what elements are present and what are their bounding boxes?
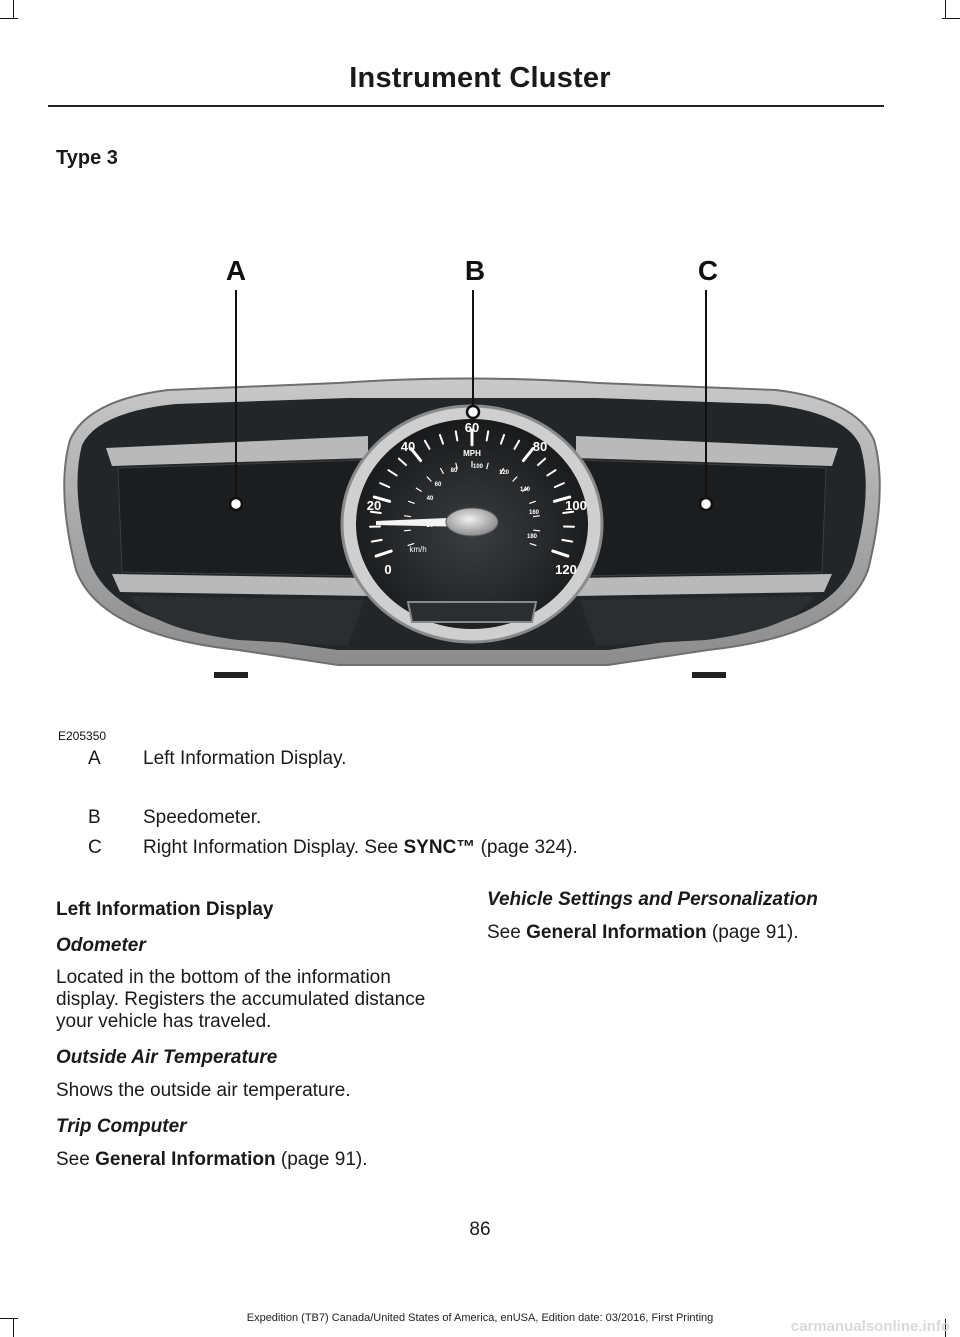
instrument-cluster-figure	[48, 240, 896, 750]
crop-mark	[942, 18, 960, 19]
page-ref: (page 91).	[706, 922, 799, 943]
legend-text: Speedometer.	[143, 807, 262, 828]
page-header-title: Instrument Cluster	[349, 62, 611, 94]
vehicle-settings-text	[487, 922, 887, 944]
kmh-tick-label: 100	[472, 464, 484, 470]
lower-right-pod	[580, 596, 814, 646]
header-rule	[48, 105, 884, 107]
lower-left-pod	[130, 596, 364, 646]
kmh-tick-label: 40	[426, 496, 434, 502]
vehicle-settings-heading: Vehicle Settings and Personalization	[487, 889, 818, 910]
kmh-tick-label: 80	[450, 468, 458, 474]
needle-hub	[446, 508, 498, 536]
kmh-tick	[404, 530, 410, 531]
mph-tick-label: 20	[366, 498, 382, 513]
kmh-tick-label: 140	[519, 487, 531, 493]
figure-code: E205350	[58, 729, 107, 743]
trip-computer-heading: Trip Computer	[56, 1116, 187, 1137]
odometer-text: Located in the bottom of the information display. Registers the accumulated distance your vehicle has traveled.	[56, 967, 426, 1032]
crop-mark	[0, 18, 18, 19]
kmh-tick-label: 160	[528, 510, 540, 516]
page-number: 86	[469, 1219, 491, 1240]
oat-heading: Outside Air Temperature	[56, 1047, 278, 1068]
cluster-illustration	[48, 240, 896, 750]
callout-label-c: C	[697, 255, 719, 286]
mount-tab	[692, 672, 726, 678]
edition-footer: Expedition (TB7) Canada/United States of America, enUSA, Edition date: 03/2016, First Printing	[246, 1312, 714, 1324]
sync-reference[interactable]: SYNC™	[403, 837, 476, 858]
legend-text	[143, 837, 578, 859]
mph-tick-label: 40	[400, 439, 416, 454]
general-information-reference[interactable]: General Information	[526, 922, 707, 943]
kmh-tick	[534, 530, 540, 531]
mph-tick-label: 0	[384, 562, 392, 577]
general-information-reference[interactable]: General Information	[95, 1149, 276, 1170]
kmh-tick-label: 120	[498, 470, 510, 476]
left-information-display	[118, 460, 366, 576]
right-information-display	[578, 460, 826, 576]
callout-dot-c	[700, 498, 712, 510]
callout-dot-a	[230, 498, 242, 510]
see-text: See	[487, 922, 527, 943]
legend-page-ref: (page 324).	[475, 837, 578, 858]
mph-tick-label: 80	[532, 439, 548, 454]
see-text: See	[56, 1149, 96, 1170]
mph-unit: MPH	[463, 449, 481, 458]
legend-key: B	[88, 807, 101, 828]
crop-mark	[13, 0, 14, 18]
legend-key: C	[88, 837, 102, 858]
legend-text: Left Information Display.	[143, 748, 347, 769]
page-ref: (page 91).	[275, 1149, 368, 1170]
legend-key: A	[88, 748, 101, 769]
kmh-unit: km/h	[409, 545, 427, 554]
kmh-tick	[405, 516, 411, 517]
right-column	[487, 889, 887, 944]
mph-tick-label: 60	[464, 420, 480, 435]
oat-text: Shows the outside air temperature.	[56, 1080, 351, 1101]
callout-dot-b	[467, 406, 479, 418]
trip-computer-text	[56, 1149, 456, 1171]
crop-mark	[945, 0, 946, 18]
center-lower-window	[408, 602, 536, 622]
section-heading: Left Information Display	[56, 899, 274, 920]
mount-tab	[214, 672, 248, 678]
type-label: Type 3	[56, 147, 118, 169]
kmh-tick-label: 60	[434, 482, 442, 488]
mph-tick-label: 120	[555, 562, 577, 577]
mph-tick-label: 100	[565, 498, 587, 513]
watermark: carmanualsonline.info	[790, 1318, 950, 1335]
legend-text-main: Right Information Display. See	[143, 837, 404, 858]
callout-label-b: B	[464, 255, 486, 286]
callout-label-a: A	[225, 255, 247, 286]
odometer-heading: Odometer	[56, 935, 146, 956]
left-column	[56, 899, 456, 1171]
kmh-tick-label: 180	[526, 534, 538, 540]
